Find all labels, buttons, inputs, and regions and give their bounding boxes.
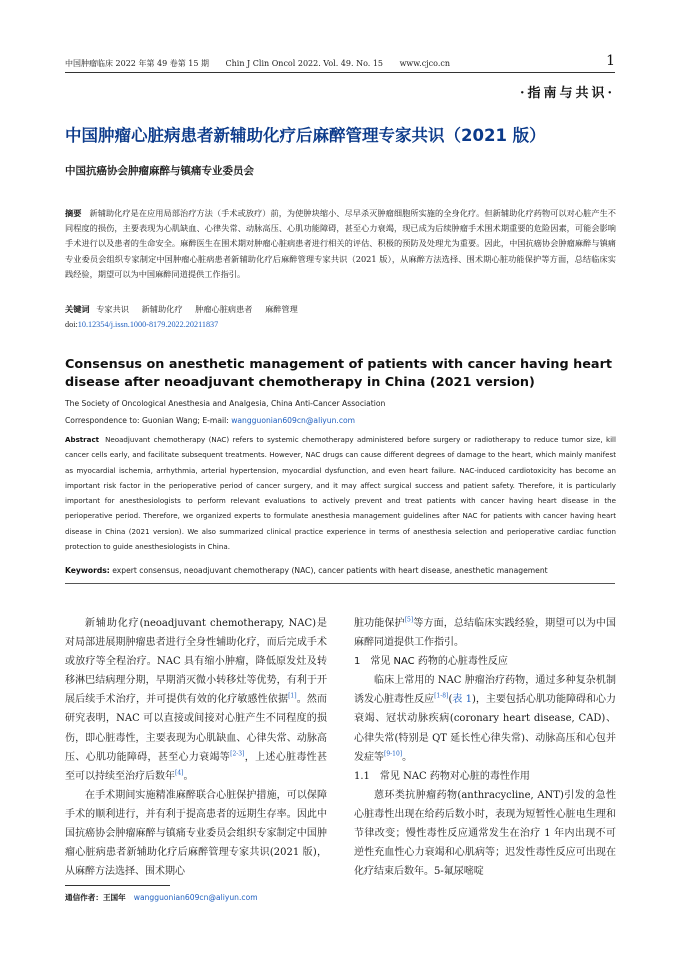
citation-link[interactable]: [1-8] [434,693,449,701]
keyword-cn: 专家共识 [96,304,129,314]
citation-link[interactable]: [1] [288,693,297,701]
abstract-cn-text: 新辅助化疗是在应用局部治疗方法（手术或放疗）前，为使肿块缩小、尽早杀灭肿瘤细胞所实施的全身化疗。但新辅助化疗药物可以对心脏产生不同程度的损伤，主要表现为心肌缺血、心律失常、动脉高压、心肌功能障碍，甚至心力衰竭，现已成为后续肿瘤手术围术期重要的危险因素，可能会影响手术进行以及患者的生命安全。麻醉医生在围术期对肿瘤心脏病患者进行相关的评估、积极的预防及处理尤为重要。因此，中国抗癌协会肿瘤麻醉与镇痛专业委员会组织专家制定中国肿瘤心脏病患者新辅助化疗后麻醉管理专家共识（2021 版），从麻醉方法选择、围术期心脏功能保护等方面，总结临床实践经验，期望可以为中国麻醉同道提供工作指引。 [65,208,616,279]
header-rule [65,72,615,73]
correspondence-label: Correspondence to: Guonian Wang; E-mail: [65,416,229,425]
body-paragraph: 脏功能保护[5]等方面，总结临床实践经验，期望可以为中国麻醉同道提供工作指引。 [354,616,617,649]
keywords-en [65,566,548,575]
section-heading: 1 常见 NAC 药物的心脏毒性反应 [354,656,508,668]
body-paragraph: 蒽环类抗肿瘤药物(anthracycline, ANT)引发的急性心脏毒性出现在给药后数小时，表现为短暂性心脏电生理和节律改变；慢性毒性反应通常发生在治疗 1 年内出现不可逆性充血性心力衰竭和心肌病等；迟发性毒性反应可出现在化疗结束后数年。5-氟尿嘧啶 [354,789,616,878]
body-column-left [65,614,327,881]
footnote-rule [65,885,170,886]
journal-cn: 中国肿瘤临床 2022 年第 49 卷第 15 期 [65,59,209,68]
citation-link[interactable]: [4] [175,769,184,777]
keywords-cn [65,304,308,315]
citation-link[interactable]: [9-10] [384,750,403,758]
correspondence-en [65,416,355,425]
page-number: 1 [606,53,615,69]
keywords-en-text: expert consensus, neoadjuvant chemotherapy (NAC), cancer patients with heart disease, anesthetic management [112,566,548,575]
body-paragraph: 新辅助化疗(neoadjuvant chemotherapy, NAC)是对局部进展期肿瘤患者进行全身性辅助化疗，而后完成手术或放疗等全程治疗。NAC 具有缩小肿瘤，降低原发灶及转移淋巴结病理分期，早期消灭微小转移灶等优势，有利于开展后续手术治疗，并可提供有效的化疗敏感性依据[1]。然而研究表明，NAC 可以直接或间接对心脏产生不同程度的损伤，即心脏毒性，主要表现为心肌缺血、心律失常、动脉高压、心肌功能障碍，甚至心力衰竭等[2-3]，上述心脏毒性甚至可以持续至治疗后数年[4]。 [65,618,328,782]
abstract-en-text: Neoadjuvant chemotherapy (NAC) refers to systemic chemotherapy administered before surgery or radiotherapy to reduce tumor size, kill cancer cells early, and facilitate subsequent treatments. However, NAC drugs can cause different degrees of damage to the heart, which mainly manifest as myocardial ischemia, arrhythmia, arterial hypertension, myocardial dysfunction, and even heart failure. NAC-induced cardiotoxicity has become an important risk factor in the perioperative period of cancer surgery, and it may affect surgical success and patient safety. Therefore, it is particularly important for anesthesiologists to perform relevant evaluations to actively prevent and treat patients with cancer having heart disease in the perioperative period. Therefore, we organized experts to formulate anesthesia management guidelines after NAC for patients with cancer having heart disease in China (2021 version). We also summarized clinical practice experience in terms of anesthesia selection and perioperative cardiac function protection to guide anesthesiologists in China. [65,435,616,552]
keyword-cn: 麻醉管理 [265,304,298,314]
citation-link[interactable]: [5] [404,616,414,624]
authors-en: The Society of Oncological Anesthesia and Analgesia, China Anti-Cancer Association [65,399,386,408]
footnote-email-link[interactable]: wangguonian609cn@aliyun.com [133,893,258,902]
keyword-cn: 肿瘤心脏病患者 [195,304,253,314]
abstract-en [65,432,616,554]
citation-link[interactable]: [2-3] [230,750,245,758]
running-header [65,58,464,69]
footnote [65,892,258,903]
keywords-en-label: Keywords: [65,566,110,575]
doi-label: doi: [65,320,78,329]
authors-cn: 中国抗癌协会肿瘤麻醉与镇痛专业委员会 [65,165,254,177]
abstract-cn [65,206,616,282]
table-link[interactable]: 表 1 [452,694,472,706]
correspondence-email-link[interactable]: wangguonian609cn@aliyun.com [231,416,356,425]
abstract-en-label: Abstract [65,435,100,444]
section-tag: ·指南与共识· [519,86,615,101]
subsection-heading: 1.1 常见 NAC 药物对心脏的毒性作用 [354,770,530,782]
abstract-rule [65,583,615,584]
keywords-cn-label: 关键词 [65,304,90,314]
doi-link[interactable]: 10.12354/j.issn.1000-8179.2022.20211837 [77,320,219,329]
paper-title-cn: 中国肿瘤心脏病患者新辅助化疗后麻醉管理专家共识（2021 版） [65,126,546,145]
abstract-cn-label: 摘要 [65,208,82,218]
body-paragraph: 临床上常用的 NAC 肿瘤治疗药物，通过多种复杂机制诱发心脏毒性反应[1-8](表 1)，主要包括心肌功能障碍和心力衰竭、冠状动脉疾病(coronary heart disease, CAD)、心律失常(特别是 QT 延长性心律失常)、动脉高压和心包并发症等[9-10]。 [354,675,617,763]
keyword-cn: 新辅助化疗 [141,304,183,314]
body-column-right [354,614,616,881]
body-paragraph: 在手术期间实施精准麻醉联合心脏保护措施，可以保障手术的顺利进行，并有利于提高患者的远期生存率。因此中国抗癌协会肿瘤麻醉与镇痛专业委员会组织专家制定中国肿瘤心脏病患者新辅助化疗后麻醉管理专家共识(2021 版)，从麻醉方法选择、围术期心 [65,789,327,878]
paper-title-en: Consensus on anesthetic management of patients with cancer having heart disease after neoadjuvant chemotherapy in China (2021 version) [65,357,612,390]
journal-en: Chin J Clin Oncol 2022. Vol. 49. No. 15 [225,59,384,68]
doi [65,320,218,329]
footnote-label: 通信作者：王国年 [65,893,126,902]
journal-website[interactable]: www.cjco.cn [399,59,450,68]
